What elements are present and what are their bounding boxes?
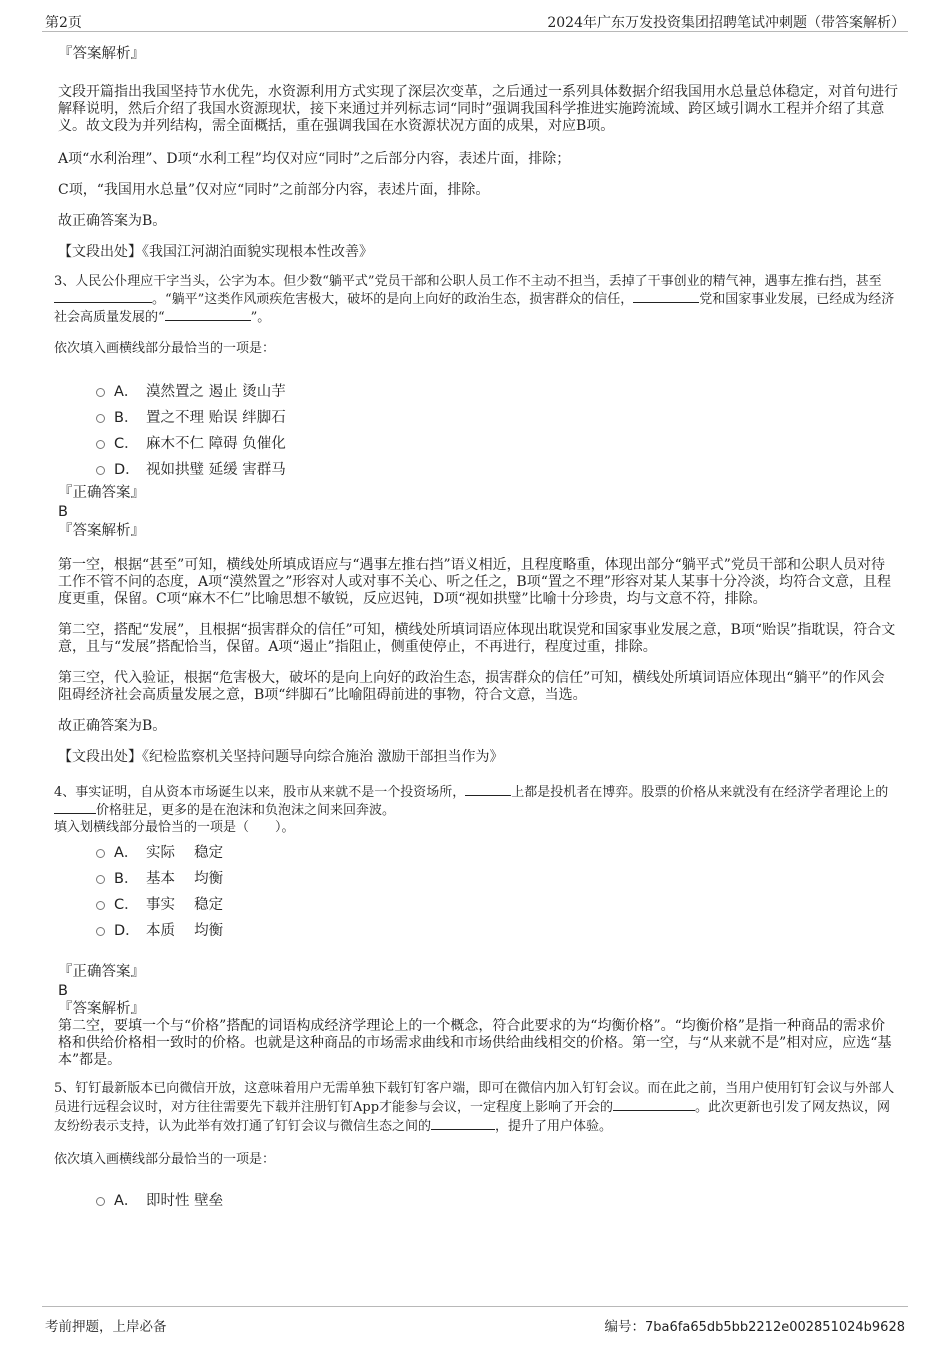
q3-instruction: 依次填入画横线部分最恰当的一项是： bbox=[54, 341, 276, 356]
q3-option-c[interactable]: C． 麻木不仁 障碍 负催化 bbox=[96, 429, 898, 455]
page-content bbox=[54, 44, 898, 1212]
analysis-label: 『答案解析』 bbox=[58, 46, 145, 62]
page-number: 第2页 bbox=[45, 15, 82, 31]
footer-divider bbox=[42, 1306, 908, 1307]
radio-icon[interactable] bbox=[96, 849, 105, 858]
q4-stem: 4、事实证明，自从资本市场诞生以来，股市从来就不是一个投资场所， 上都是投机者在博弈。股票的价格从来就没有在经济学者理论上的价格驻足，更多的是在泡沫和负泡沫之间来回奔波。 bbox=[54, 785, 889, 818]
q3-answer-label: 『正确答案』 bbox=[58, 485, 145, 501]
question-4 bbox=[54, 783, 898, 836]
q4-blank-2 bbox=[54, 801, 96, 814]
q4-answer: B bbox=[58, 983, 68, 999]
q4-option-a[interactable]: A． 实际 稳定 bbox=[96, 838, 898, 864]
q4-options bbox=[96, 838, 898, 942]
header-divider bbox=[42, 31, 908, 32]
q3-stem: 3、人民公仆理应干字当头，公字为本。但少数“躺平式”党员干部和公职人员工作不主动不担当，丢掉了干事创业的精气神，遇事左推右挡，甚至。“躺平”这类作风顽疾危害极大，破坏的是向上向好的政治生态，损害群众的信任， 党和国家事业发展，已经成为经济社会高质量发展的“ ”。 bbox=[54, 274, 895, 325]
radio-icon[interactable] bbox=[96, 901, 105, 910]
q3-answer: B bbox=[58, 504, 68, 520]
q3-option-d[interactable]: D． 视如拱璧 延缓 害群马 bbox=[96, 455, 898, 481]
page-footer bbox=[0, 1306, 950, 1345]
q3-blank-3 bbox=[165, 308, 251, 321]
document-code: 编号：7ba6fa65db5bb2212e002851024b9628 bbox=[604, 1319, 905, 1335]
q5-blank-1 bbox=[613, 1098, 695, 1111]
radio-icon[interactable] bbox=[96, 388, 105, 397]
q5-stem: 5、钉钉最新版本已向微信开放，这意味着用户无需单独下载钉钉客户端，即可在微信内加入钉钉会议。而在此之前，当用户使用钉钉会议与外部人员进行远程会议时，对方往往需要先下载并注册钉钉App才能参与会议，一定程度上影响了开会的 。此次更新也引发了网友热议，网友纷纷表示支持，认为此举有效打通了钉钉会议与微信生态之间的 ，提升了用户体验。 bbox=[54, 1081, 895, 1134]
q3-option-a[interactable]: A． 漠然置之 遏止 烫山芋 bbox=[96, 377, 898, 403]
question-3 bbox=[54, 273, 898, 357]
q2-analysis bbox=[58, 44, 898, 84]
radio-icon[interactable] bbox=[96, 1197, 105, 1206]
radio-icon[interactable] bbox=[96, 440, 105, 449]
q3-analysis-label: 『答案解析』 bbox=[58, 523, 145, 539]
page-header bbox=[0, 0, 950, 30]
radio-icon[interactable] bbox=[96, 875, 105, 884]
q5-blank-2 bbox=[431, 1117, 495, 1130]
q2-source: 【文段出处】《我国江河湖泊面貌实现根本性改善》 bbox=[58, 244, 373, 260]
q3-analysis-para1: 第一空，根据“甚至”可知，横线处所填成语应与“遇事左推右挡”语义相近，且程度略重，体现出部分“躺平式”党员干部和公职人员对待工作不管不问的态度，A项“漠然置之”形容对人或对事不关心、听之任之，B项“置之不理”形容对某人某事十分冷淡，均符合文意，且程度更重，保留。C项“麻木不仁”比喻思想不敏锐，反应迟钝，D项“视如拱璧”比喻十分珍贵，均与文意不符，排除。 bbox=[58, 557, 892, 607]
q4-option-b[interactable]: B． 基本 均衡 bbox=[96, 864, 898, 890]
q3-options bbox=[96, 377, 898, 481]
q2-analysis-para3: C项，“我国用水总量”仅对应“同时”之前部分内容，表述片面，排除。 bbox=[58, 182, 490, 198]
radio-icon[interactable] bbox=[96, 414, 105, 423]
q3-blank-1 bbox=[54, 290, 152, 303]
document-title: 2024年广东万发投资集团招聘笔试冲刺题（带答案解析） bbox=[547, 15, 905, 31]
q4-answer-label: 『正确答案』 bbox=[58, 964, 145, 980]
q4-option-c[interactable]: C． 事实 稳定 bbox=[96, 890, 898, 916]
q4-analysis-para1: 第二空，要填一个与“价格”搭配的词语构成经济学理论上的一个概念，符合此要求的为“均衡价格”。“均衡价格”是指一种商品的需求价格和供给价格相一致时的价格。也就是这种商品的市场需求曲线和市场供给曲线相交的价格。第一空，与“从来就不是”相对应，应选“基本”都是。 bbox=[58, 1018, 892, 1068]
radio-icon[interactable] bbox=[96, 927, 105, 936]
q4-analysis-label: 『答案解析』 bbox=[58, 1001, 145, 1017]
q4-instruction: 填入划横线部分最恰当的一项是（ ）。 bbox=[54, 820, 295, 835]
q4-blank-1 bbox=[465, 783, 511, 796]
q5-option-a[interactable]: A． 即时性 壁垒 bbox=[96, 1186, 898, 1212]
q5-instruction: 依次填入画横线部分最恰当的一项是： bbox=[54, 1152, 276, 1167]
q3-analysis-para3: 第三空，代入验证，根据“危害极大，破坏的是向上向好的政治生态，损害群众的信任”可知，横线处所填词语应体现出“躺平”的作风会阻碍经济社会高质量发展之意，B项“绊脚石”比喻阻碍前进的事物，符合文意，当选。 bbox=[58, 670, 885, 703]
radio-icon[interactable] bbox=[96, 466, 105, 475]
q2-analysis-para1: 文段开篇指出我国坚持节水优先，水资源利用方式实现了深层次变革，之后通过一系列具体数据介绍我国用水总量总体稳定，对首句进行解释说明，然后介绍了我国水资源现状，接下来通过并列标志词“同时”强调我国科学推进实施跨流域、跨区域引调水工程并介绍了其意义。故文段为并列结构，需全面概括，重在强调我国在水资源状况方面的成果，对应B项。 bbox=[58, 84, 898, 134]
q2-analysis-para2: A项“水利治理”、D项“水利工程”均仅对应“同时”之后部分内容，表述片面，排除； bbox=[58, 151, 571, 167]
q3-analysis-para2: 第二空，搭配“发展”，且根据“损害群众的信任”可知，横线处所填词语应体现出耽误党和国家事业发展之意，B项“贻误”指耽误，符合文意，且与“发展”搭配恰当，保留。A项“遏止”指阻止，侧重使停止，不再进行，程度过重，排除。 bbox=[58, 622, 896, 655]
q3-blank-2 bbox=[633, 290, 699, 303]
q2-conclusion: 故正确答案为B。 bbox=[58, 213, 167, 229]
q3-option-b[interactable]: B． 置之不理 贻误 绊脚石 bbox=[96, 403, 898, 429]
footer-slogan: 考前押题，上岸必备 bbox=[45, 1319, 167, 1335]
q4-option-d[interactable]: D． 本质 均衡 bbox=[96, 916, 898, 942]
q3-source: 【文段出处】《纪检监察机关坚持问题导向综合施治 激励干部担当作为》 bbox=[58, 749, 504, 765]
q3-conclusion: 故正确答案为B。 bbox=[58, 718, 167, 734]
q5-options bbox=[96, 1186, 898, 1212]
question-5 bbox=[54, 1079, 898, 1168]
